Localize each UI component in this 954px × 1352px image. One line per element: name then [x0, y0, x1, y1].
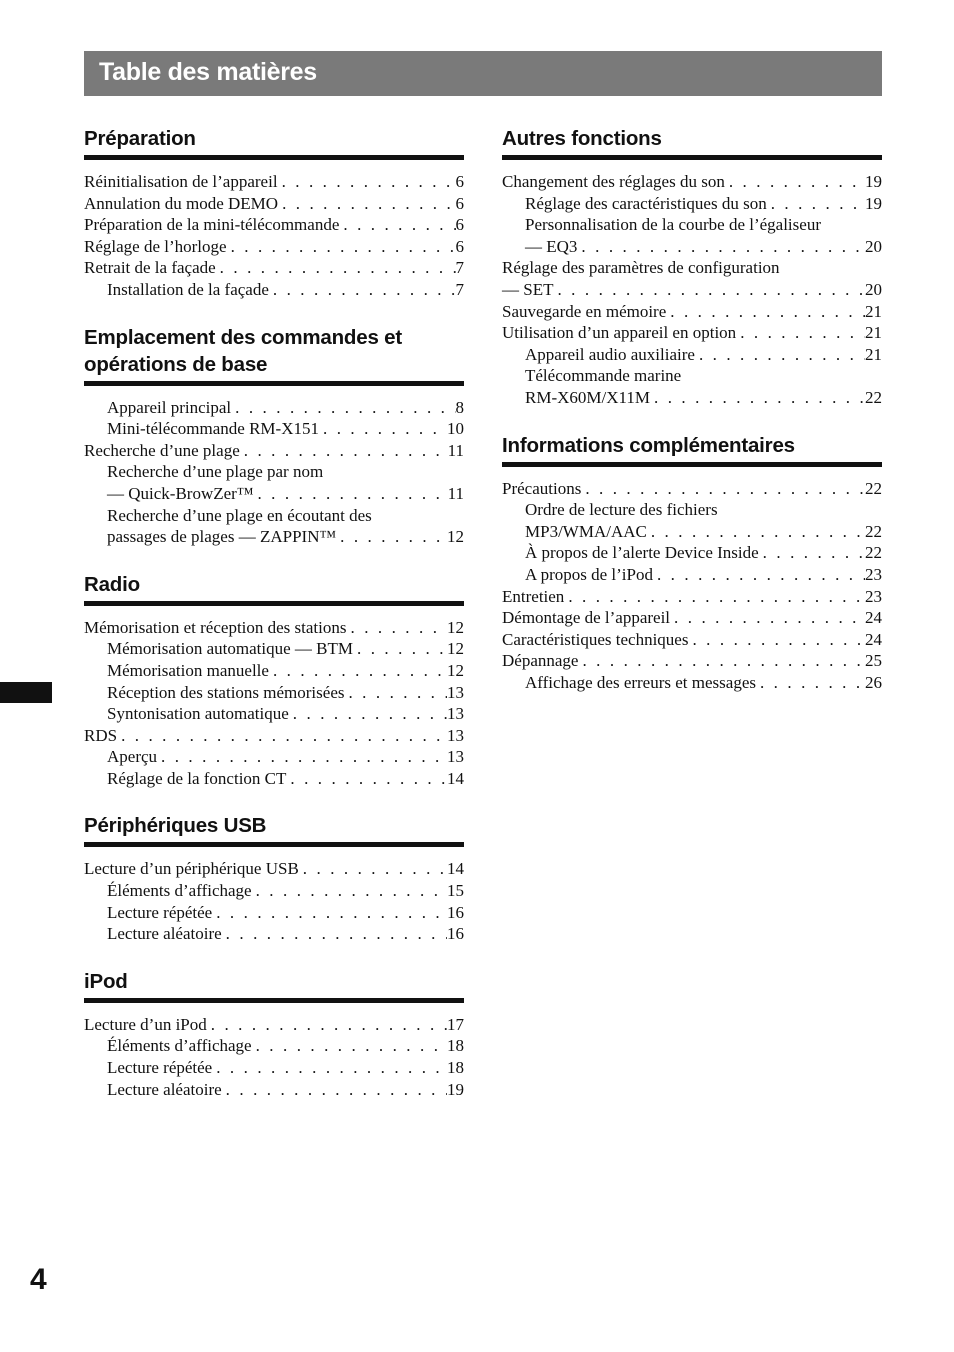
- toc-page-number: 15: [447, 881, 464, 901]
- toc-entry-lead: Réglage des paramètres de configuration: [502, 258, 780, 278]
- toc-entry[interactable]: [84, 1035, 464, 1057]
- dot-leader: [227, 236, 456, 258]
- toc-page-number: 12: [447, 527, 464, 547]
- toc-entry-title: À propos de l’alerte Device Inside: [525, 543, 759, 563]
- toc-page-number: 22: [865, 478, 882, 498]
- toc-entry[interactable]: [502, 607, 882, 629]
- toc-entry-row: [525, 344, 882, 366]
- toc-entry[interactable]: [502, 214, 882, 257]
- toc-page-number: 11: [447, 483, 464, 503]
- toc-entry-title: Entretien: [502, 586, 565, 606]
- toc-entry-row: [502, 650, 882, 672]
- toc-page-number: 22: [865, 521, 882, 541]
- toc-entry[interactable]: [84, 682, 464, 704]
- toc-entry[interactable]: [84, 461, 464, 504]
- dot-leader: [207, 1014, 447, 1036]
- toc-entry[interactable]: [502, 171, 882, 193]
- toc-entry-title: Affichage des erreurs et messages: [525, 672, 756, 692]
- toc-section: [84, 323, 464, 548]
- section-heading: Emplacement des commandes et opérations de base: [84, 323, 464, 386]
- toc-entry[interactable]: [84, 703, 464, 725]
- toc-entry-title: Retrait de la façade: [84, 258, 216, 278]
- toc-entry-title: Préparation de la mini-télécommande: [84, 215, 340, 235]
- toc-entry-row: [502, 279, 882, 301]
- toc-entry[interactable]: [84, 858, 464, 880]
- toc-entry-row: [107, 1079, 464, 1101]
- toc-entry-row: [502, 478, 882, 500]
- toc-entry-row: [107, 418, 464, 440]
- toc-entry-title: — EQ3: [525, 236, 578, 256]
- toc-entry-title: Réglage de l’horloge: [84, 236, 227, 256]
- dot-leader: [240, 440, 448, 462]
- toc-page-number: 25: [865, 651, 882, 671]
- toc-page-number: 26: [865, 672, 882, 692]
- dot-leader: [347, 617, 448, 639]
- toc-entry-title: Annulation du mode DEMO: [84, 193, 279, 213]
- toc-page-number: 21: [865, 301, 882, 321]
- toc-entry[interactable]: [84, 418, 464, 440]
- toc-page-number: 6: [455, 236, 464, 256]
- toc-entry-title: — SET: [502, 279, 554, 299]
- dot-leader: [222, 1079, 447, 1101]
- dot-leader: [289, 703, 447, 725]
- toc-page-number: 22: [865, 387, 882, 407]
- toc-entry-row: [107, 279, 464, 301]
- toc-entry[interactable]: [502, 193, 882, 215]
- toc-entry-title: Démontage de l’appareil: [502, 608, 671, 628]
- toc-entry-title: Appareil audio auxiliaire: [525, 344, 695, 364]
- toc-entry[interactable]: [502, 586, 882, 608]
- toc-page-number: 11: [447, 440, 464, 460]
- dot-leader: [577, 236, 865, 258]
- toc-entry-title: Sauvegarde en mémoire: [502, 301, 667, 321]
- toc-section: [502, 431, 882, 694]
- toc-entry[interactable]: [502, 478, 882, 500]
- toc-entry-title: Réglage de la fonction CT: [107, 768, 287, 788]
- dot-leader: [216, 257, 456, 279]
- toc-entry-row: [502, 171, 882, 193]
- dot-leader: [278, 171, 456, 193]
- section-heading: Radio: [84, 570, 464, 606]
- toc-entry-title: Réinitialisation de l’appareil: [84, 172, 278, 191]
- toc-entry-title: Éléments d’affichage: [107, 1036, 252, 1056]
- toc-entry-title: Réglage des caractéristiques du son: [525, 193, 767, 213]
- toc-page-number: 13: [447, 747, 464, 767]
- dot-leader: [736, 322, 865, 344]
- toc-page-number: 12: [447, 660, 464, 680]
- toc-entry-row: [84, 725, 464, 747]
- toc-entry-title: RM-X60M/X11M: [525, 387, 650, 407]
- toc-entry[interactable]: [84, 923, 464, 945]
- dot-leader: [319, 418, 447, 440]
- toc-entry-title: Mini-télécommande RM-X151: [107, 419, 319, 439]
- toc-entry[interactable]: [84, 660, 464, 682]
- toc-page-number: 23: [865, 564, 882, 584]
- page-number: 4: [30, 1263, 47, 1296]
- toc-page-number: 14: [447, 859, 464, 879]
- toc-page-number: 19: [447, 1079, 464, 1099]
- toc-page-number: 7: [455, 279, 464, 299]
- toc-entry-title: Utilisation d’un appareil en option: [502, 323, 737, 343]
- toc-entry-row: [107, 703, 464, 725]
- toc-entry[interactable]: [502, 365, 882, 408]
- dot-leader: [286, 768, 447, 790]
- toc-section: [84, 967, 464, 1100]
- toc-page-number: 16: [447, 902, 464, 922]
- toc-entry-title: Appareil principal: [107, 397, 232, 417]
- toc-entry-lead: Personnalisation de la courbe de l’égaliseur: [525, 215, 821, 235]
- toc-page-number: 21: [865, 323, 882, 343]
- section-heading: Périphériques USB: [84, 811, 464, 847]
- toc-page-number: 10: [447, 419, 464, 439]
- toc-entry[interactable]: [84, 746, 464, 768]
- toc-entry[interactable]: [84, 193, 464, 215]
- toc-entry-row: [525, 672, 882, 694]
- toc-entry[interactable]: [84, 236, 464, 258]
- toc-entry-row: [502, 322, 882, 344]
- toc-page-number: 19: [865, 172, 882, 191]
- toc-entry-row: [525, 193, 882, 215]
- toc-entry[interactable]: [502, 344, 882, 366]
- toc-entry-row: [525, 236, 882, 258]
- toc-page-number: 14: [447, 768, 464, 788]
- toc-page-number: 16: [447, 924, 464, 944]
- section-heading: Informations complémentaires: [502, 431, 882, 467]
- toc-entry-row: [107, 682, 464, 704]
- dot-leader: [269, 660, 447, 682]
- toc-entry-title: Lecture aléatoire: [107, 1079, 222, 1099]
- dot-leader: [278, 193, 455, 215]
- toc-entry-title: Lecture répétée: [107, 902, 213, 922]
- toc-section: [84, 570, 464, 790]
- toc-entry[interactable]: [84, 214, 464, 236]
- dot-leader: [653, 564, 865, 586]
- dot-leader: [647, 521, 865, 543]
- toc-entry-row: [107, 1057, 464, 1079]
- toc-entry-row: [107, 1035, 464, 1057]
- toc-entry[interactable]: [84, 725, 464, 747]
- toc-entry-title: A propos de l’iPod: [525, 564, 653, 584]
- toc-entry[interactable]: [502, 564, 882, 586]
- toc-entry[interactable]: [84, 1057, 464, 1079]
- toc-entry[interactable]: [502, 322, 882, 344]
- toc-page-number: 12: [447, 639, 464, 659]
- toc-entry[interactable]: [84, 505, 464, 548]
- toc-entry-row: [84, 236, 464, 258]
- dot-leader: [725, 171, 865, 193]
- dot-leader: [553, 279, 865, 301]
- section-heading: iPod: [84, 967, 464, 1003]
- toc-entry-title: RDS: [84, 725, 118, 745]
- toc-page-number: 12: [447, 617, 464, 637]
- toc-entry-row: [84, 193, 464, 215]
- toc-entry-row: [525, 521, 882, 543]
- dot-leader: [252, 880, 447, 902]
- toc-entry-lead: Ordre de lecture des fichiers: [525, 500, 718, 520]
- toc-entry-row: [107, 397, 464, 419]
- toc-column-left: [84, 124, 464, 1122]
- toc-entry[interactable]: [84, 768, 464, 790]
- toc-page-number: 8: [455, 397, 464, 417]
- toc-entry-row: [107, 768, 464, 790]
- dot-leader: [212, 1057, 447, 1079]
- toc-entry-row: [502, 629, 882, 651]
- toc-entry[interactable]: [502, 672, 882, 694]
- toc-entry-row: [107, 483, 464, 505]
- toc-page-number: 23: [865, 586, 882, 606]
- toc-entry-row: [107, 526, 464, 548]
- toc-entry[interactable]: [84, 440, 464, 462]
- toc-entry-title: Mémorisation manuelle: [107, 660, 269, 680]
- section-heading: Préparation: [84, 124, 464, 160]
- dot-leader: [339, 214, 455, 236]
- toc-section: [84, 124, 464, 301]
- toc-entry[interactable]: [84, 617, 464, 639]
- dot-leader: [222, 923, 447, 945]
- toc-page-number: 18: [447, 1058, 464, 1078]
- toc-entry[interactable]: [84, 1014, 464, 1036]
- toc-entry-title: Lecture d’un iPod: [84, 1014, 207, 1034]
- toc-entry-row: [525, 387, 882, 409]
- toc-entry[interactable]: [502, 650, 882, 672]
- toc-section: [84, 811, 464, 944]
- toc-entry[interactable]: [502, 257, 882, 300]
- toc-page-number: 20: [865, 236, 882, 256]
- toc-entry-title: Précautions: [502, 478, 582, 498]
- toc-page-number: 22: [865, 543, 882, 563]
- dot-leader: [578, 650, 865, 672]
- toc-page-number: 24: [865, 608, 882, 628]
- toc-entry[interactable]: [502, 301, 882, 323]
- toc-page-number: 17: [447, 1014, 464, 1034]
- toc-entry[interactable]: [502, 629, 882, 651]
- dot-leader: [253, 483, 447, 505]
- dot-leader: [670, 607, 865, 629]
- dot-leader: [767, 193, 865, 215]
- dot-leader: [650, 387, 865, 409]
- toc-entry-title: Dépannage: [502, 651, 579, 671]
- toc-page-number: 6: [455, 193, 464, 213]
- toc-entry-row: [502, 607, 882, 629]
- dot-leader: [344, 682, 447, 704]
- toc-entry-title: Changement des réglages du son: [502, 172, 725, 191]
- dot-leader: [581, 478, 865, 500]
- toc-entry-row: [107, 902, 464, 924]
- toc-entry-title: Recherche d’une plage: [84, 440, 240, 460]
- toc-page-number: 20: [865, 279, 882, 299]
- toc-entry[interactable]: [84, 638, 464, 660]
- dot-leader: [336, 526, 447, 548]
- toc-entry-title: Lecture d’un périphérique USB: [84, 859, 299, 879]
- toc-entry-title: Réception des stations mémorisées: [107, 682, 345, 702]
- toc-entry-row: [525, 542, 882, 564]
- section-heading: Autres fonctions: [502, 124, 882, 160]
- dot-leader: [353, 638, 447, 660]
- toc-entry-row: [84, 858, 464, 880]
- toc-entry-title: Lecture répétée: [107, 1058, 213, 1078]
- toc-entry-row: [502, 301, 882, 323]
- toc-entry-title: MP3/WMA/AAC: [525, 521, 647, 541]
- toc-page-number: 19: [865, 193, 882, 213]
- toc-page-number: 13: [447, 682, 464, 702]
- toc-entry-row: [107, 660, 464, 682]
- toc-entry-row: [107, 746, 464, 768]
- toc-entry-lead: Recherche d’une plage en écoutant des: [107, 505, 372, 525]
- dot-leader: [695, 344, 865, 366]
- title-bar: [84, 51, 882, 96]
- toc-entry[interactable]: [84, 902, 464, 924]
- toc-entry-title: passages de plages — ZAPPIN™: [107, 527, 337, 547]
- toc-entry-title: Lecture aléatoire: [107, 924, 222, 944]
- dot-leader: [564, 586, 865, 608]
- toc-page-number: 6: [455, 215, 464, 235]
- dot-leader: [666, 301, 865, 323]
- toc-entry-row: [84, 214, 464, 236]
- toc-entry-title: Installation de la façade: [107, 279, 269, 299]
- dot-leader: [212, 902, 447, 924]
- toc-entry[interactable]: [84, 1079, 464, 1101]
- toc-entry-row: [84, 440, 464, 462]
- toc-page-number: 18: [447, 1036, 464, 1056]
- dot-leader: [756, 672, 865, 694]
- toc-page-number: 21: [865, 344, 882, 364]
- toc-section: [502, 124, 882, 409]
- toc-page-number: 24: [865, 629, 882, 649]
- dot-leader: [117, 725, 447, 747]
- toc-entry-row: [84, 617, 464, 639]
- toc-page-number: 7: [455, 258, 464, 278]
- toc-entry-row: [84, 257, 464, 279]
- toc-page-number: 6: [455, 172, 464, 191]
- toc-entry-title: Mémorisation et réception des stations: [84, 617, 347, 637]
- toc-entry-title: Mémorisation automatique — BTM: [107, 639, 353, 659]
- toc-entry-row: [525, 564, 882, 586]
- toc-entry-title: Aperçu: [107, 747, 158, 767]
- toc-entry-row: [84, 171, 464, 193]
- toc-page-number: 13: [447, 704, 464, 724]
- toc-entry-title: Caractéristiques techniques: [502, 629, 689, 649]
- toc-entry-title: Éléments d’affichage: [107, 881, 252, 901]
- toc-entry[interactable]: [84, 279, 464, 301]
- toc-entry[interactable]: [84, 880, 464, 902]
- dot-leader: [231, 397, 455, 419]
- dot-leader: [688, 629, 865, 651]
- toc-entry-row: [502, 586, 882, 608]
- toc-entry[interactable]: [84, 171, 464, 193]
- toc-entry-row: [107, 880, 464, 902]
- side-tab-marker: [0, 682, 52, 703]
- toc-entry-title: Syntonisation automatique: [107, 704, 289, 724]
- toc-column-right: [502, 124, 882, 715]
- toc-entry-row: [84, 1014, 464, 1036]
- toc-entry[interactable]: [84, 257, 464, 279]
- dot-leader: [269, 279, 456, 301]
- dot-leader: [299, 858, 447, 880]
- toc-entry[interactable]: [502, 499, 882, 542]
- toc-entry-title: — Quick-BrowZer™: [107, 483, 254, 503]
- toc-entry-row: [107, 923, 464, 945]
- toc-entry-lead: Recherche d’une plage par nom: [107, 462, 324, 482]
- dot-leader: [252, 1035, 447, 1057]
- toc-entry-row: [107, 638, 464, 660]
- dot-leader: [157, 746, 447, 768]
- dot-leader: [759, 542, 865, 564]
- toc-page-number: 13: [447, 725, 464, 745]
- toc-entry[interactable]: [84, 397, 464, 419]
- page-title: Table des matières: [99, 58, 317, 86]
- toc-entry-lead: Télécommande marine: [525, 366, 682, 386]
- toc-entry[interactable]: [502, 542, 882, 564]
